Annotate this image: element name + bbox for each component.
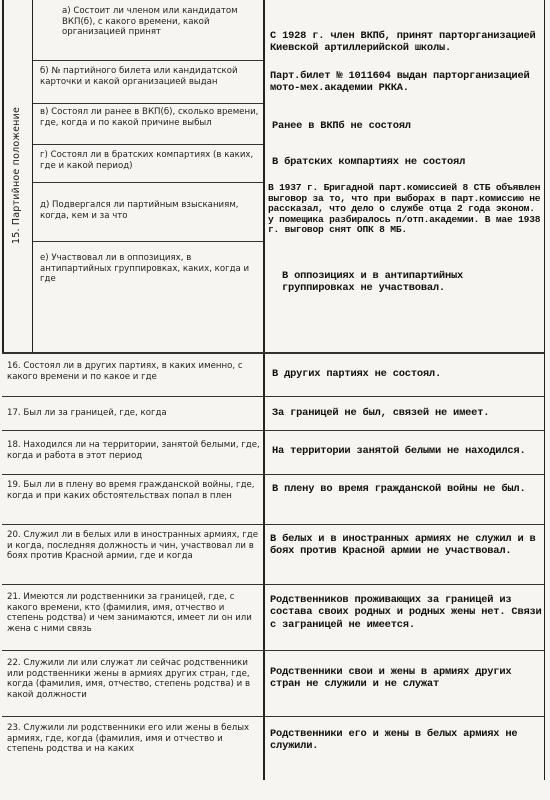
answer-20: В белых и в иностранных армиях не служил и в боях против Красной армии не участвовал. [270, 533, 536, 558]
question-15b: б) № партийного билета или кандидатской карточки и какой организацией выдан [40, 66, 238, 87]
question-22: 22. Служили ли или служат ли сейчас родственники или родственники жены в армиях других стран, где, когда (фамилия, имя, отчество, степень родства) и в какой должности [7, 658, 251, 700]
question-15a: а) Состоит ли членом или кандидатом ВКП(б), с какого времени, какой организацией принят [62, 6, 238, 38]
question-18: 18. Находился ли на территории, занятой белыми, где, когда и работа в этот период [7, 440, 260, 461]
section-label-divider [32, 0, 33, 352]
row-line [2, 584, 544, 585]
answer-15d: В братских компартиях не состоял [272, 156, 466, 168]
answer-15e: В 1937 г. Бригадной парт.комиссией 8 СТБ объявлен выговор за то, что при выборах в парт.комиссию не рассказал, что дело о службе отца 2 года эконом. у помещика разбиралось п/отп.академии. В мае 1938 г. выговор снят ОПК 8 МБ. [268, 183, 541, 236]
question-15c: в) Состоял ли ранее в ВКП(б), сколько времени, где, когда и по какой причине выбыл [40, 107, 259, 128]
answer-22: Родственники свои и жены в армиях других стран не служили и не служат [270, 666, 512, 691]
row-line [2, 474, 544, 475]
answer-16: В других партиях не состоял. [272, 368, 441, 380]
section-15-label-text: 15. Партийное положение [11, 106, 23, 244]
row-line [2, 430, 544, 431]
row-line [2, 524, 544, 525]
right-border-line [544, 0, 545, 780]
column-divider-line [263, 0, 265, 780]
question-20: 20. Служил ли в белых или в иностранных армиях, где и когда, последняя должность и чин, участвовал ли в боях против Красной армии, где и когда [7, 530, 259, 562]
row-line [2, 716, 544, 717]
section-15-label [2, 0, 32, 350]
question-15f: е) Участвовал ли в оппозициях, в антипартийных группировках, каких, когда и где [40, 253, 250, 285]
row-line [33, 60, 263, 61]
answer-18: На территории занятой белыми не находился. [272, 445, 526, 457]
answer-21: Родственников проживающих за границей из состава своих родных и родных жены нет. Связи с заграницей не имеется. [270, 594, 542, 631]
answer-15a: С 1928 г. член ВКПб, принят парторганизацией Киевской артиллерийской школы. [270, 30, 536, 55]
answer-19: В плену во время гражданской войны не был. [272, 483, 526, 495]
question-17: 17. Был ли за границей, где, когда [7, 408, 167, 418]
answer-15c: Ранее в ВКПб не состоял [272, 120, 411, 132]
row-line [33, 241, 263, 242]
answer-15b: Парт.билет № 1011604 выдан парторганизацией мото-мех.академии РККА. [270, 70, 530, 95]
question-15d: г) Состоял ли в братских компартиях (в каких, где и какой период) [40, 150, 254, 171]
question-23: 23. Служили ли родственники его или жены в белых армиях, где, когда (фамилия, имя и отчество и степень родства и на каких [7, 723, 250, 755]
answer-17: За границей не был, связей не имеет. [272, 407, 490, 419]
question-19: 19. Был ли в плену во время гражданской войны, где, когда и при каких обстоятельствах попал в плен [7, 480, 255, 501]
question-21: 21. Имеются ли родственники за границей, где, с какого времени, кто (фамилия, имя, отчество и степень родства) и чем занимаются, имеет ли он или жена с ними связь [7, 592, 252, 634]
row-line [33, 103, 263, 104]
question-16: 16. Состоял ли в других партиях, в каких именно, с какого времени и по какое и где [7, 361, 243, 382]
row-line [33, 182, 263, 183]
row-line [2, 396, 544, 397]
question-15e: д) Подвергался ли партийным взысканиям, когда, кем и за что [40, 200, 239, 221]
answer-15f: В оппозициях и в антипартийных группировках не участвовал. [282, 270, 464, 295]
row-line [2, 650, 544, 651]
row-line [33, 144, 263, 145]
row-line [2, 352, 544, 354]
answer-23: Родственники его и жены в белых армиях не служили. [270, 728, 518, 753]
